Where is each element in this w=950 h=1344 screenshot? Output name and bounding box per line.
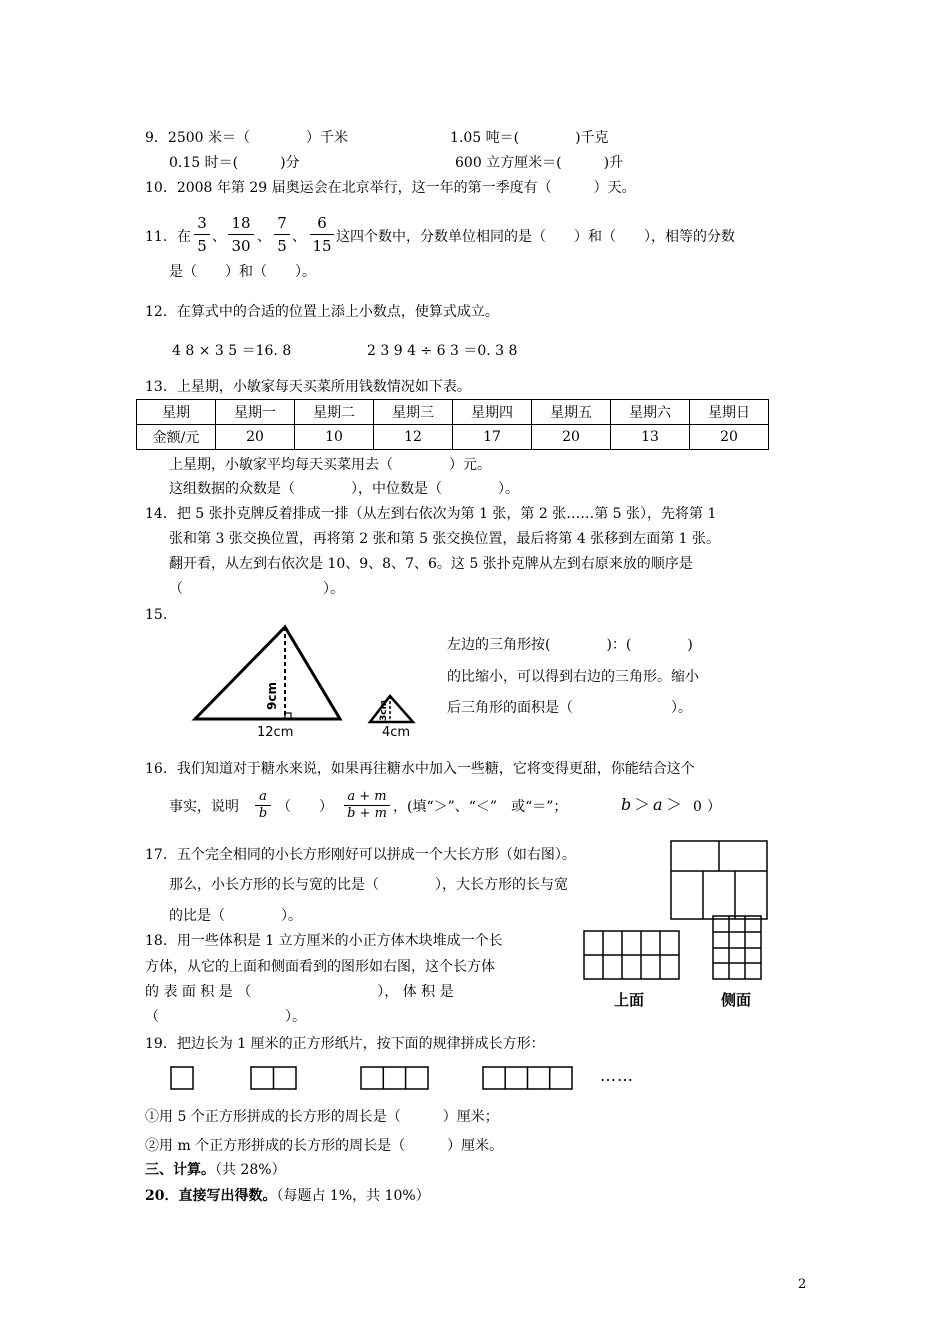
fraction-denominator: 15: [310, 234, 334, 257]
big-height-label: 9cm: [265, 682, 279, 710]
q10-text: 10．2008 年第 29 届奥运会在北京举行，这一年的第一季度有（ ）天。: [145, 180, 636, 196]
table-cell: 星期五: [532, 400, 611, 425]
five-rectangles-figure: [670, 840, 770, 922]
fraction-a-over-b: [255, 789, 271, 822]
page-number: 2: [798, 1277, 807, 1292]
q9-line2-left: 0.15 时＝( )分: [169, 155, 300, 171]
table-header-row: [137, 400, 769, 425]
top-view-label: 上面: [614, 991, 645, 1009]
table-cell: 星期一: [216, 400, 295, 425]
fraction-denominator: b + m: [344, 805, 390, 822]
section3-note: （共 28%）: [215, 1162, 286, 1178]
q16-line1: 16．我们知道对于糖水来说，如果再往糖水中加入一些糖，它将变得更甜，你能结合这个: [145, 761, 695, 777]
q11-fraction-4: [310, 212, 334, 257]
pattern-3: [361, 1067, 428, 1089]
q16-prefix: 事实，说明: [169, 799, 239, 815]
fraction-denominator: 30: [228, 234, 254, 257]
fraction-numerator: a: [259, 789, 267, 804]
table-cell: 20: [532, 425, 611, 450]
table-cell: 星期: [137, 400, 216, 425]
q20-title: 20．直接写出得数。: [145, 1188, 277, 1204]
q16-cond-close: ）: [707, 799, 721, 815]
table-cell: 17: [453, 425, 532, 450]
q11-fraction-2: [228, 212, 254, 257]
square-pattern-figure: [170, 1066, 580, 1092]
q11-line2: 是（ ）和（ ）。: [169, 264, 316, 280]
q18-line3: 的 表 面 积 是 （ ）， 体 积 是: [145, 984, 454, 1000]
q17-line1: 17．五个完全相同的小长方形刚好可以拼成一个大长方形（如右图）。: [145, 847, 576, 863]
table-cell: 星期二: [295, 400, 374, 425]
q17-line2: 那么，小长方形的长与宽的比是（ ），大长方形的长与宽: [169, 877, 568, 893]
q12-text: 12．在算式中的合适的位置上添上小数点，使算式成立。: [145, 304, 499, 320]
q14-line2: 张和第 3 张交换位置，再将第 2 张和第 5 张交换位置，最后将第 4 张移到左面第 1 张。: [169, 531, 721, 547]
q19-sub2: ②用 m 个正方形拼成的长方形的周长是（ ）厘米。: [145, 1138, 504, 1154]
q13-line2: 这组数据的众数是（ ），中位数是（ ）。: [169, 481, 519, 497]
q16-cond-zero: 0: [693, 799, 702, 815]
q15-line1: 左边的三角形按( )：( ): [447, 637, 693, 653]
fraction-numerator: 18: [231, 214, 251, 232]
fraction-denominator: 5: [274, 234, 290, 257]
pattern-continuation: ……: [600, 1066, 634, 1085]
q11-fraction-1: [194, 212, 210, 257]
q13-text: 13．上星期，小敏家每天买菜所用钱数情况如下表。: [145, 379, 471, 395]
table-cell: 星期日: [690, 400, 769, 425]
q12-equation-2: 2 3 9 4 ÷ 6 3 ＝0. 3 8: [367, 343, 518, 359]
q19-sub1: ①用 5 个正方形拼成的长方形的周长是（ ）厘米；: [145, 1109, 499, 1125]
fraction-numerator: 7: [277, 214, 287, 232]
table-cell: 星期三: [374, 400, 453, 425]
q15-line2: 的比缩小，可以得到右边的三角形。缩小: [447, 669, 699, 685]
side-view-label: 侧面: [721, 991, 752, 1009]
q15-num: 15．: [145, 607, 177, 623]
q20-note: （每题占 1%，共 10%）: [276, 1188, 430, 1204]
q18-line2: 方体，从它的上面和侧面看到的图形如右图，这个长方体: [145, 959, 495, 975]
q16-blank: （ ）: [277, 799, 333, 815]
q19-line1: 19．把边长为 1 厘米的正方形纸片，按下面的规律拼成长方形：: [145, 1036, 545, 1052]
table-cell: 12: [374, 425, 453, 450]
q18-line4: （ ）。: [145, 1009, 306, 1025]
table-cell: 星期四: [453, 400, 532, 425]
top-view-grid: [583, 930, 683, 982]
q11-suffix: 这四个数中，分数单位相同的是（ ）和（ ），相等的分数: [336, 229, 735, 245]
pattern-1: [171, 1067, 193, 1089]
big-base-label: 12cm: [257, 725, 294, 740]
q20-heading: [145, 1186, 430, 1206]
table-cell: 13: [611, 425, 690, 450]
small-height-label: 3cm: [379, 700, 389, 721]
fraction-numerator: a + m: [347, 789, 387, 804]
q14-line3: 翻开看，从左到右依次是 10、9、8、7、6。这 5 张扑克牌从左到右原来放的顺序是: [169, 556, 693, 572]
q17-line3: 的比是（ ）。: [169, 908, 302, 924]
q16-cond-a: a: [653, 795, 663, 814]
table-cell: 20: [216, 425, 295, 450]
section3-title: 三、计算。: [145, 1162, 215, 1178]
q9-line1-left: 9．2500 米＝（ ）千米: [145, 130, 348, 146]
side-view-grid: [712, 915, 764, 981]
q11-sep-1: 、: [212, 229, 226, 245]
q15-line3: 后三角形的面积是（ ）。: [447, 700, 692, 716]
q9-line1-right: 1.05 吨＝( )千克: [450, 130, 609, 146]
q16-cond-gt1: ＞: [634, 795, 651, 814]
q9-line2-right: 600 立方厘米＝( )升: [455, 155, 624, 171]
q16-cond-gt2: ＞: [666, 795, 683, 814]
q12-equation-1: 4 8 × 3 5 ＝16. 8: [172, 343, 292, 359]
section3-heading: [145, 1160, 286, 1180]
q11-prefix: 11．在: [145, 229, 191, 245]
q18-line1: 18．用一些体积是 1 立方厘米的小正方体木块堆成一个长: [145, 933, 503, 949]
fraction-denominator: b: [255, 805, 271, 822]
fraction-a-plus-m-over-b-plus-m: [344, 789, 390, 822]
table-cell: 20: [690, 425, 769, 450]
q14-line1: 14．把 5 张扑克牌反着排成一排（从左到右依次为第 1 张，第 2 张……第 5 张），先将第 1: [145, 506, 717, 522]
fraction-numerator: 6: [317, 214, 327, 232]
fraction-denominator: 5: [194, 234, 210, 257]
table-cell: 金额/元: [137, 425, 216, 450]
spending-table: [136, 399, 769, 450]
q11-fraction-3: [274, 212, 290, 257]
q16-suffix: ，(填“＞”、“＜” 或“＝”；: [393, 799, 568, 815]
table-cell: 10: [295, 425, 374, 450]
q11-sep-3: 、: [292, 229, 306, 245]
q16-cond-b: b: [621, 795, 632, 814]
fraction-numerator: 3: [197, 214, 207, 232]
small-base-label: 4cm: [382, 725, 411, 740]
q11-sep-2: 、: [257, 229, 271, 245]
q13-line1: 上星期，小敏家平均每天买菜用去（ ）元。: [169, 457, 491, 473]
small-triangle: [370, 696, 413, 722]
table-row: [137, 425, 769, 450]
table-cell: 星期六: [611, 400, 690, 425]
q14-line4: （ ）。: [169, 581, 344, 597]
